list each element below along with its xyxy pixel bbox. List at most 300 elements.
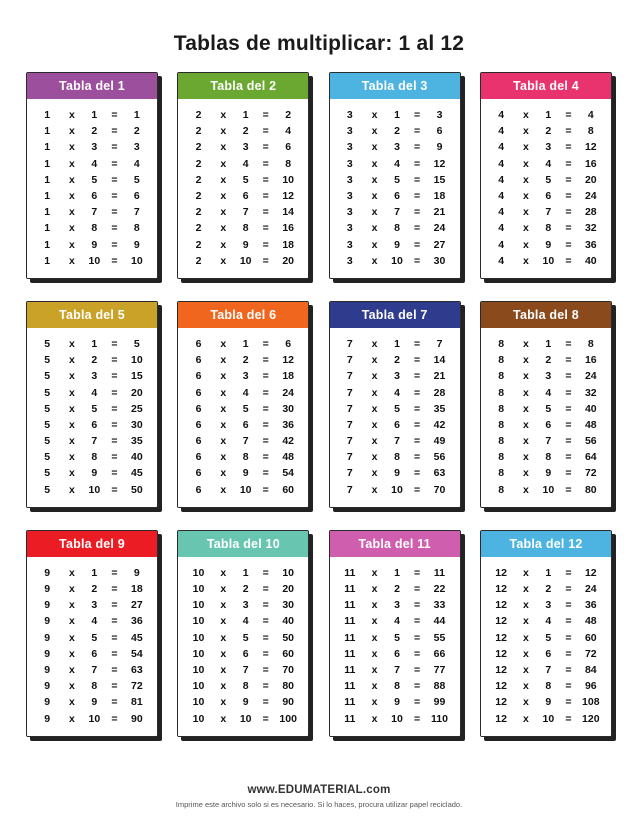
table-row (33, 220, 151, 236)
table-row (336, 384, 454, 400)
card-header: Tabla del 9 (27, 531, 157, 557)
card-inner (480, 530, 612, 737)
multiplier-cell: 4 (91, 615, 98, 628)
result-cell: 30 (282, 599, 294, 612)
times-symbol: x (220, 141, 227, 154)
multiplication-table (487, 336, 605, 498)
factor-cell: 2 (195, 222, 202, 235)
card-header: Tabla del 4 (481, 73, 611, 99)
table-card-12 (480, 530, 612, 737)
times-symbol: x (522, 222, 529, 235)
equals-symbol: = (565, 566, 572, 579)
result-cell: 81 (130, 696, 143, 709)
tables-row (26, 530, 612, 737)
times-symbol: x (522, 190, 529, 203)
result-cell: 18 (282, 370, 294, 383)
multiplier-cell: 7 (91, 206, 98, 219)
table-row (336, 401, 454, 417)
times-symbol: x (371, 418, 378, 431)
result-cell: 4 (587, 109, 594, 122)
times-symbol: x (371, 254, 378, 267)
times-symbol: x (522, 712, 529, 725)
multiplication-table (184, 107, 302, 269)
factor-cell: 7 (346, 418, 353, 431)
times-symbol: x (220, 696, 227, 709)
table-row (33, 613, 151, 629)
multiplier-cell: 3 (545, 370, 552, 383)
table-row (33, 646, 151, 662)
equals-symbol: = (111, 435, 118, 448)
multiplier-cell: 2 (242, 125, 249, 138)
table-row (184, 139, 302, 155)
table-row (184, 433, 302, 449)
multiplier-cell: 10 (239, 254, 252, 267)
factor-cell: 4 (498, 141, 505, 154)
table-row (487, 433, 605, 449)
factor-cell: 3 (346, 190, 353, 203)
multiplier-cell: 2 (91, 354, 98, 367)
equals-symbol: = (262, 467, 269, 480)
multiplier-cell: 9 (545, 467, 552, 480)
result-cell: 24 (433, 222, 446, 235)
equals-symbol: = (565, 141, 572, 154)
result-cell: 45 (130, 467, 143, 480)
equals-symbol: = (565, 696, 572, 709)
equals-symbol: = (565, 254, 572, 267)
result-cell: 6 (285, 337, 292, 350)
factor-cell: 11 (344, 712, 356, 725)
equals-symbol: = (111, 370, 118, 383)
equals-symbol: = (262, 696, 269, 709)
result-cell: 8 (587, 337, 594, 350)
factor-cell: 9 (44, 712, 51, 725)
multiplication-table (336, 336, 454, 498)
times-symbol: x (371, 222, 378, 235)
times-symbol: x (522, 696, 529, 709)
times-symbol: x (69, 680, 75, 693)
multiplier-cell: 2 (545, 583, 552, 596)
result-cell: 48 (584, 418, 597, 431)
result-cell: 48 (584, 615, 597, 628)
card-inner (177, 530, 309, 737)
times-symbol: x (522, 566, 529, 579)
result-cell: 5 (133, 337, 140, 350)
multiplier-cell: 5 (91, 402, 98, 415)
times-symbol: x (69, 435, 75, 448)
factor-cell: 10 (192, 583, 205, 596)
factor-cell: 7 (346, 483, 353, 496)
factor-cell: 10 (192, 712, 205, 725)
result-cell: 77 (433, 663, 446, 676)
table-row (336, 449, 454, 465)
times-symbol: x (371, 663, 378, 676)
table-row (33, 352, 151, 368)
multiplication-table (336, 565, 454, 727)
times-symbol: x (371, 566, 378, 579)
result-cell: 32 (584, 222, 597, 235)
times-symbol: x (371, 370, 378, 383)
equals-symbol: = (262, 418, 269, 431)
card-body (330, 99, 460, 278)
result-cell: 20 (282, 583, 294, 596)
factor-cell: 1 (44, 157, 51, 170)
equals-symbol: = (413, 647, 421, 660)
equals-symbol: = (565, 354, 572, 367)
equals-symbol: = (565, 435, 572, 448)
factor-cell: 11 (344, 583, 356, 596)
table-row (487, 710, 605, 726)
factor-cell: 6 (195, 370, 202, 383)
table-row (487, 581, 605, 597)
times-symbol: x (522, 680, 529, 693)
card-header: Tabla del 1 (27, 73, 157, 99)
factor-cell: 11 (344, 599, 356, 612)
table-card-1 (26, 72, 158, 279)
equals-symbol: = (413, 615, 421, 628)
factor-cell: 3 (346, 238, 353, 251)
multiplier-cell: 2 (242, 354, 249, 367)
equals-symbol: = (111, 451, 118, 464)
factor-cell: 10 (192, 663, 205, 676)
card-header: Tabla del 7 (330, 302, 460, 328)
table-row (184, 368, 302, 384)
equals-symbol: = (262, 173, 269, 186)
equals-symbol: = (565, 631, 572, 644)
multiplier-cell: 5 (242, 173, 249, 186)
table-row (33, 237, 151, 253)
multiplier-cell: 5 (242, 402, 249, 415)
times-symbol: x (69, 451, 75, 464)
multiplier-cell: 7 (545, 206, 552, 219)
times-symbol: x (522, 583, 529, 596)
card-body (27, 328, 157, 507)
multiplier-cell: 9 (545, 238, 552, 251)
equals-symbol: = (565, 370, 572, 383)
equals-symbol: = (262, 483, 269, 496)
result-cell: 16 (584, 354, 597, 367)
result-cell: 63 (130, 663, 143, 676)
times-symbol: x (220, 354, 227, 367)
result-cell: 18 (282, 238, 294, 251)
card-body (330, 328, 460, 507)
times-symbol: x (69, 206, 75, 219)
factor-cell: 12 (495, 615, 507, 628)
table-row (336, 336, 454, 352)
equals-symbol: = (413, 467, 421, 480)
equals-symbol: = (111, 599, 118, 612)
result-cell: 6 (285, 141, 292, 154)
multiplier-cell: 5 (394, 173, 400, 186)
factor-cell: 6 (195, 354, 202, 367)
factor-cell: 7 (346, 451, 353, 464)
table-row (184, 482, 302, 498)
multiplier-cell: 7 (91, 435, 98, 448)
factor-cell: 4 (498, 173, 505, 186)
multiplier-cell: 6 (91, 190, 98, 203)
factor-cell: 4 (498, 254, 505, 267)
times-symbol: x (522, 647, 529, 660)
times-symbol: x (371, 354, 378, 367)
table-row (487, 694, 605, 710)
times-symbol: x (522, 125, 529, 138)
result-cell: 7 (436, 337, 443, 350)
table-row (487, 613, 605, 629)
multiplier-cell: 6 (242, 418, 249, 431)
table-row (487, 417, 605, 433)
factor-cell: 11 (344, 615, 356, 628)
multiplier-cell: 10 (542, 254, 555, 267)
result-cell: 10 (130, 254, 143, 267)
table-row (184, 188, 302, 204)
factor-cell: 6 (195, 386, 202, 399)
multiplier-cell: 1 (545, 109, 552, 122)
table-row (33, 565, 151, 581)
result-cell: 9 (133, 566, 140, 579)
result-cell: 42 (282, 435, 294, 448)
card-header: Tabla del 10 (178, 531, 308, 557)
times-symbol: x (69, 696, 75, 709)
table-row (336, 368, 454, 384)
table-row (336, 417, 454, 433)
result-cell: 55 (433, 631, 446, 644)
multiplier-cell: 7 (242, 206, 249, 219)
multiplication-table (487, 107, 605, 269)
times-symbol: x (220, 109, 227, 122)
tables-row (26, 301, 612, 508)
factor-cell: 12 (495, 599, 507, 612)
equals-symbol: = (565, 386, 572, 399)
equals-symbol: = (413, 483, 421, 496)
multiplier-cell: 1 (91, 109, 98, 122)
equals-symbol: = (413, 631, 421, 644)
equals-symbol: = (565, 583, 572, 596)
factor-cell: 11 (344, 647, 356, 660)
result-cell: 110 (431, 712, 448, 725)
equals-symbol: = (565, 483, 572, 496)
table-row (336, 482, 454, 498)
multiplier-cell: 3 (91, 370, 98, 383)
times-symbol: x (220, 467, 227, 480)
factor-cell: 12 (495, 680, 507, 693)
times-symbol: x (220, 583, 227, 596)
multiplier-cell: 10 (391, 254, 403, 267)
factor-cell: 8 (498, 483, 505, 496)
result-cell: 18 (433, 190, 446, 203)
multiplier-cell: 2 (545, 125, 552, 138)
table-row (33, 417, 151, 433)
factor-cell: 9 (44, 631, 51, 644)
equals-symbol: = (413, 583, 421, 596)
factor-cell: 2 (195, 238, 202, 251)
table-row (487, 597, 605, 613)
multiplier-cell: 8 (545, 222, 552, 235)
card-inner (480, 301, 612, 508)
factor-cell: 9 (44, 696, 51, 709)
result-cell: 50 (282, 631, 294, 644)
factor-cell: 4 (498, 222, 505, 235)
table-row (184, 597, 302, 613)
equals-symbol: = (111, 631, 118, 644)
equals-symbol: = (565, 125, 572, 138)
result-cell: 4 (285, 125, 292, 138)
table-row (184, 710, 302, 726)
card-header: Tabla del 3 (330, 73, 460, 99)
table-row (336, 204, 454, 220)
result-cell: 40 (282, 615, 294, 628)
factor-cell: 7 (346, 467, 353, 480)
result-cell: 48 (282, 451, 294, 464)
table-row (336, 565, 454, 581)
equals-symbol: = (262, 435, 269, 448)
factor-cell: 5 (44, 337, 51, 350)
result-cell: 56 (584, 435, 597, 448)
table-row (487, 352, 605, 368)
equals-symbol: = (413, 238, 421, 251)
multiplier-cell: 3 (394, 370, 400, 383)
equals-symbol: = (111, 141, 118, 154)
multiplier-cell: 9 (91, 238, 98, 251)
equals-symbol: = (565, 663, 572, 676)
table-row (33, 204, 151, 220)
result-cell: 24 (584, 583, 597, 596)
result-cell: 9 (133, 238, 140, 251)
multiplier-cell: 4 (394, 157, 400, 170)
factor-cell: 6 (195, 402, 202, 415)
table-row (33, 253, 151, 269)
equals-symbol: = (111, 386, 118, 399)
times-symbol: x (371, 109, 378, 122)
table-row (33, 630, 151, 646)
page-footer (0, 784, 638, 809)
factor-cell: 10 (192, 631, 205, 644)
times-symbol: x (69, 663, 75, 676)
card-header: Tabla del 5 (27, 302, 157, 328)
table-row (336, 107, 454, 123)
factor-cell: 12 (495, 696, 507, 709)
times-symbol: x (522, 354, 529, 367)
equals-symbol: = (565, 402, 572, 415)
times-symbol: x (220, 254, 227, 267)
result-cell: 54 (130, 647, 143, 660)
table-row (336, 352, 454, 368)
multiplier-cell: 2 (91, 125, 98, 138)
table-row (487, 188, 605, 204)
factor-cell: 12 (495, 631, 507, 644)
times-symbol: x (371, 206, 378, 219)
times-symbol: x (220, 125, 227, 138)
card-inner (177, 72, 309, 279)
table-row (487, 172, 605, 188)
result-cell: 60 (282, 483, 294, 496)
multiplier-cell: 1 (242, 337, 249, 350)
multiplier-cell: 7 (394, 435, 400, 448)
equals-symbol: = (111, 712, 118, 725)
equals-symbol: = (262, 663, 269, 676)
factor-cell: 7 (346, 354, 353, 367)
equals-symbol: = (262, 615, 269, 628)
times-symbol: x (220, 631, 227, 644)
result-cell: 10 (130, 354, 143, 367)
factor-cell: 9 (44, 566, 51, 579)
result-cell: 22 (433, 583, 446, 596)
factor-cell: 12 (495, 663, 507, 676)
factor-cell: 3 (346, 173, 353, 186)
result-cell: 36 (282, 418, 294, 431)
equals-symbol: = (111, 647, 118, 660)
times-symbol: x (522, 599, 529, 612)
factor-cell: 11 (344, 631, 356, 644)
result-cell: 10 (282, 566, 294, 579)
result-cell: 8 (133, 222, 140, 235)
table-card-8 (480, 301, 612, 508)
table-row (33, 482, 151, 498)
factor-cell: 9 (44, 599, 51, 612)
times-symbol: x (220, 402, 227, 415)
multiplier-cell: 5 (545, 631, 552, 644)
result-cell: 80 (584, 483, 597, 496)
result-cell: 27 (130, 599, 143, 612)
result-cell: 96 (584, 680, 597, 693)
table-row (487, 482, 605, 498)
times-symbol: x (371, 631, 378, 644)
times-symbol: x (371, 386, 378, 399)
table-row (184, 694, 302, 710)
result-cell: 100 (279, 712, 297, 725)
equals-symbol: = (413, 418, 421, 431)
times-symbol: x (69, 109, 75, 122)
times-symbol: x (220, 566, 227, 579)
result-cell: 63 (433, 467, 446, 480)
times-symbol: x (371, 451, 378, 464)
multiplier-cell: 4 (394, 386, 400, 399)
table-row (487, 401, 605, 417)
result-cell: 45 (130, 631, 143, 644)
factor-cell: 5 (44, 418, 51, 431)
multiplier-cell: 6 (394, 190, 400, 203)
multiplier-cell: 9 (394, 238, 400, 251)
result-cell: 11 (433, 566, 446, 579)
multiplier-cell: 9 (242, 467, 249, 480)
multiplier-cell: 1 (242, 109, 249, 122)
result-cell: 90 (130, 712, 143, 725)
equals-symbol: = (111, 238, 118, 251)
factor-cell: 5 (44, 483, 51, 496)
equals-symbol: = (262, 583, 269, 596)
times-symbol: x (522, 615, 529, 628)
factor-cell: 9 (44, 583, 51, 596)
multiplier-cell: 2 (394, 354, 400, 367)
factor-cell: 7 (346, 435, 353, 448)
multiplier-cell: 8 (394, 680, 400, 693)
times-symbol: x (220, 173, 227, 186)
result-cell: 16 (282, 222, 294, 235)
factor-cell: 6 (195, 467, 202, 480)
factor-cell: 3 (346, 109, 353, 122)
factor-cell: 1 (44, 109, 51, 122)
equals-symbol: = (111, 663, 118, 676)
multiplier-cell: 5 (394, 402, 400, 415)
times-symbol: x (371, 647, 378, 660)
multiplier-cell: 1 (394, 109, 400, 122)
times-symbol: x (220, 337, 227, 350)
times-symbol: x (69, 631, 75, 644)
table-row (487, 384, 605, 400)
multiplier-cell: 6 (545, 647, 552, 660)
multiplier-cell: 9 (394, 696, 400, 709)
table-row (184, 401, 302, 417)
table-row (336, 156, 454, 172)
table-row (33, 139, 151, 155)
